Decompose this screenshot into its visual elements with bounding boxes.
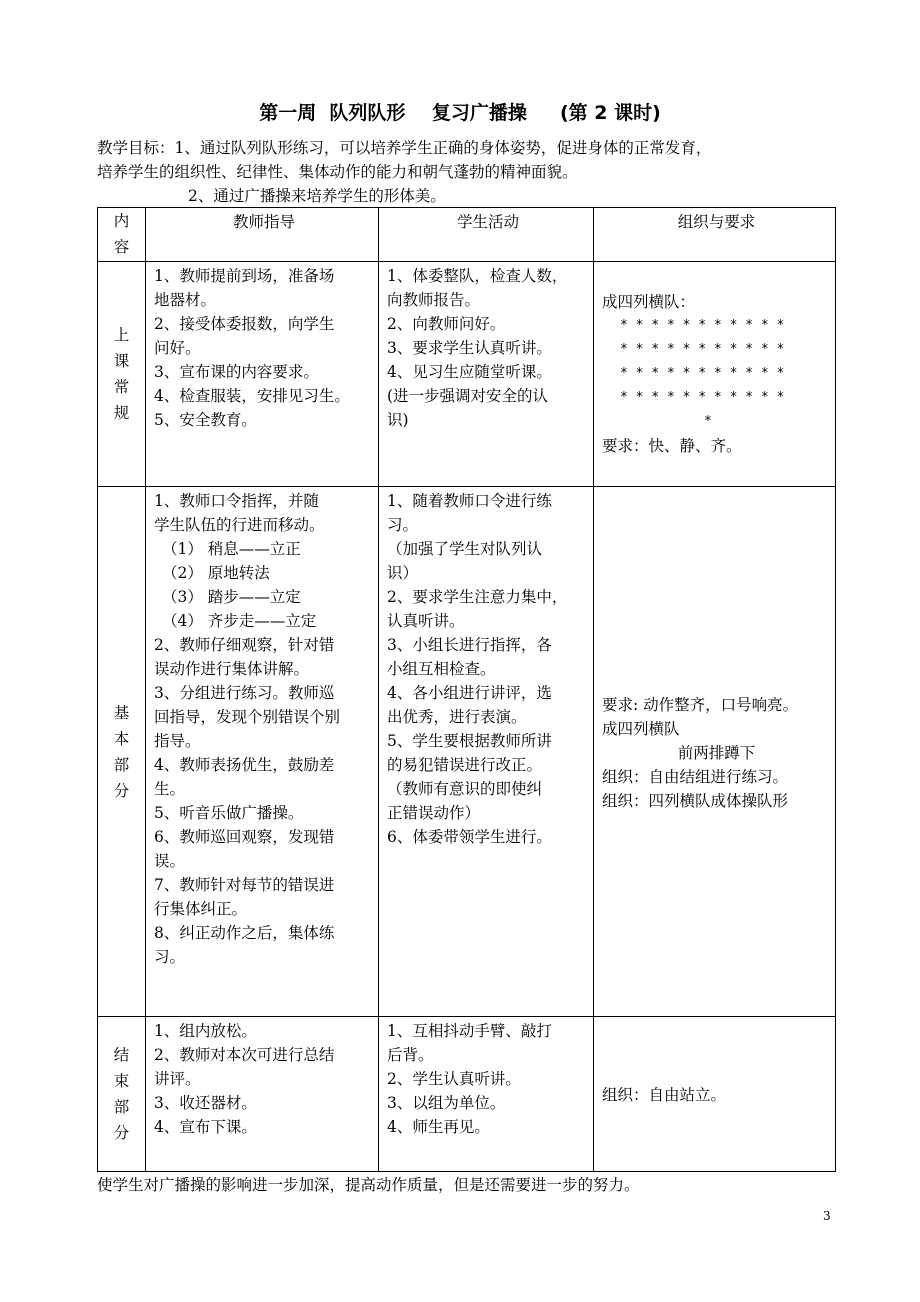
text-line: 成四列横队 — [602, 719, 680, 738]
section-label-char: 规 — [113, 404, 130, 422]
text-line: （加强了学生对队列认 — [387, 540, 543, 558]
header-content — [98, 208, 146, 262]
header-content-char: 内 — [113, 212, 130, 230]
text-line: 5、听音乐做广播操。 — [154, 804, 304, 822]
text-line: 2、要求学生注意力集中， — [387, 588, 568, 606]
text-line: 识） — [387, 564, 419, 582]
teaching-goal-line-1: 教学目标：1、通过队列队形练习，可以培养学生正确的身体姿势，促进身体的正常发育， — [97, 139, 712, 157]
text-line: 的易犯错误进行改正。 — [387, 756, 543, 774]
ending-teacher — [146, 1017, 379, 1172]
text-line: 组织：四列横队成体操队形 — [602, 791, 789, 810]
section-label-char: 本 — [113, 729, 130, 748]
section-label-char: 分 — [113, 1124, 130, 1142]
lesson-plan-table — [97, 207, 836, 1172]
text-line: 3、小组长进行指挥，各 — [387, 636, 552, 654]
text-line: 5、安全教育。 — [154, 411, 257, 429]
formation-row: * * * * * * * * * * * — [620, 390, 785, 405]
ending-org: 组织：自由站立。 — [594, 1017, 836, 1172]
text-line: 1、互相抖动手臂、敲打 — [387, 1022, 552, 1040]
text-line: 习。 — [154, 948, 186, 966]
formation-row: * * * * * * * * * * * — [620, 342, 785, 357]
text-line: 习。 — [387, 516, 419, 534]
text-line: 指导。 — [154, 732, 201, 750]
section-label-char: 常 — [113, 378, 130, 396]
text-line: 2、接受体委报数，向学生 — [154, 315, 335, 333]
text-line: 4、各小组进行讲评，选 — [387, 684, 552, 702]
text-line: 4、师生再见。 — [387, 1118, 490, 1136]
section-label-char: 束 — [113, 1072, 130, 1090]
text-line: 4、教师表扬优生，鼓励差 — [154, 756, 335, 774]
header-org: 组织与要求 — [594, 208, 836, 262]
text-line: 8、纠正动作之后，集体练 — [154, 924, 335, 942]
section-label-char: 分 — [113, 781, 130, 800]
routine-student — [379, 262, 594, 487]
text-line: 4、宣布下课。 — [154, 1118, 257, 1136]
text-line: 认真听讲。 — [387, 612, 465, 630]
header-teacher: 教师指导 — [146, 208, 379, 262]
formation-row: * * * * * * * * * * * — [620, 318, 785, 333]
page-title: 第一周 队列队形 复习广播操 (第 2 课时) — [259, 102, 661, 124]
text-line: 7、教师针对每节的错误进 — [154, 876, 335, 894]
ending-label — [98, 1017, 146, 1172]
section-label-char: 课 — [113, 352, 130, 370]
text-line: 1、体委整队，检查人数， — [387, 267, 568, 285]
text-line: 误。 — [154, 852, 186, 870]
section-label-char: 上 — [113, 326, 130, 344]
text-line: 出优秀，进行表演。 — [387, 708, 527, 726]
text-line: 3、分组进行练习。教师巡 — [154, 684, 335, 702]
text-line: 4、见习生应随堂听课。 — [387, 363, 552, 381]
text-line: 3、以组为单位。 — [387, 1094, 506, 1112]
routine-row — [98, 262, 836, 487]
text-line: 2、教师对本次可进行总结 — [154, 1046, 335, 1064]
header-content-char: 容 — [113, 238, 130, 256]
ending-row — [98, 1017, 836, 1172]
text-line: 讲评。 — [154, 1070, 201, 1088]
teaching-goal-line-3: 2、通过广播操来培养学生的形体美。 — [188, 187, 446, 205]
header-student: 学生活动 — [379, 208, 594, 262]
text-line: 误动作进行集体讲解。 — [154, 660, 310, 678]
text-line: 6、教师巡回观察，发现错 — [154, 828, 335, 846]
text-line: （教师有意识的即使纠 — [387, 780, 543, 798]
text-line: 5、学生要根据教师所讲 — [387, 732, 552, 750]
routine-teacher — [146, 262, 379, 487]
basic-row — [98, 487, 836, 1017]
text-line: 3、要求学生认真听讲。 — [387, 339, 552, 357]
text-line: 地器材。 — [154, 291, 217, 309]
text-line: 生。 — [154, 780, 186, 798]
formation-row: * * * * * * * * * * * — [620, 366, 785, 381]
text-line: 前两排蹲下 — [677, 743, 756, 762]
text-line: 向教师报告。 — [387, 291, 481, 309]
text-line: （4） 齐步走——立定 — [162, 612, 317, 630]
text-line: 行集体纠正。 — [154, 900, 248, 918]
text-line: （3） 踏步——立定 — [162, 588, 301, 606]
text-line: 3、收还器材。 — [154, 1094, 257, 1112]
teacher-position-mark: * — [704, 414, 712, 429]
basic-student — [379, 487, 594, 1017]
routine-org — [594, 262, 836, 487]
section-label-char: 部 — [113, 755, 130, 774]
text-line: 正错误动作） — [387, 804, 481, 822]
text-line: 后背。 — [387, 1046, 434, 1064]
lesson-summary: 使学生对广播操的影响进一步加深，提高动作质量，但是还需要进一步的努力。 — [97, 1176, 640, 1194]
text-line: 1、教师口令指挥，并随 — [154, 492, 319, 510]
routine-requirement: 要求：快、静、齐。 — [602, 437, 742, 455]
text-line: 1、组内放松。 — [154, 1022, 257, 1040]
text-line: 问好。 — [154, 339, 201, 357]
page-number: 3 — [823, 1209, 831, 1223]
basic-teacher — [146, 487, 379, 1017]
text-line: 识) — [387, 411, 409, 429]
text-line: （2） 原地转法 — [162, 564, 270, 582]
text-line: 要求: 动作整齐，口号响亮。 — [602, 695, 799, 714]
text-line: 4、检查服装，安排见习生。 — [154, 387, 350, 405]
section-label-char: 部 — [113, 1098, 130, 1116]
text-line: 组织：自由结组进行练习。 — [602, 767, 789, 786]
text-line: 1、随着教师口令进行练 — [387, 492, 552, 510]
text-line: (进一步强调对安全的认 — [387, 387, 549, 405]
text-line: 2、学生认真听讲。 — [387, 1070, 521, 1088]
text-line: 学生队伍的行进而移动。 — [154, 516, 325, 534]
teaching-goal-line-2: 培养学生的组织性、纪律性、集体动作的能力和朝气蓬勃的精神面貌。 — [97, 163, 578, 181]
section-label-char: 基 — [113, 703, 130, 722]
text-line: （1） 稍息——立正 — [162, 540, 301, 558]
ending-student — [379, 1017, 594, 1172]
basic-label — [98, 487, 146, 1017]
text-line: 2、教师仔细观察，针对错 — [154, 636, 335, 654]
formation-title: 成四列横队： — [602, 293, 696, 311]
basic-org — [594, 487, 836, 1017]
section-label-char: 结 — [113, 1046, 130, 1064]
text-line: 2、向教师问好。 — [387, 315, 506, 333]
text-line: 6、体委带领学生进行。 — [387, 828, 552, 846]
routine-label — [98, 262, 146, 487]
text-line: 1、教师提前到场，准备场 — [154, 267, 335, 285]
header-row — [98, 208, 836, 262]
text-line: 小组互相检查。 — [387, 660, 496, 678]
text-line: 3、宣布课的内容要求。 — [154, 363, 319, 381]
text-line: 回指导，发现个别错误个别 — [154, 708, 341, 726]
